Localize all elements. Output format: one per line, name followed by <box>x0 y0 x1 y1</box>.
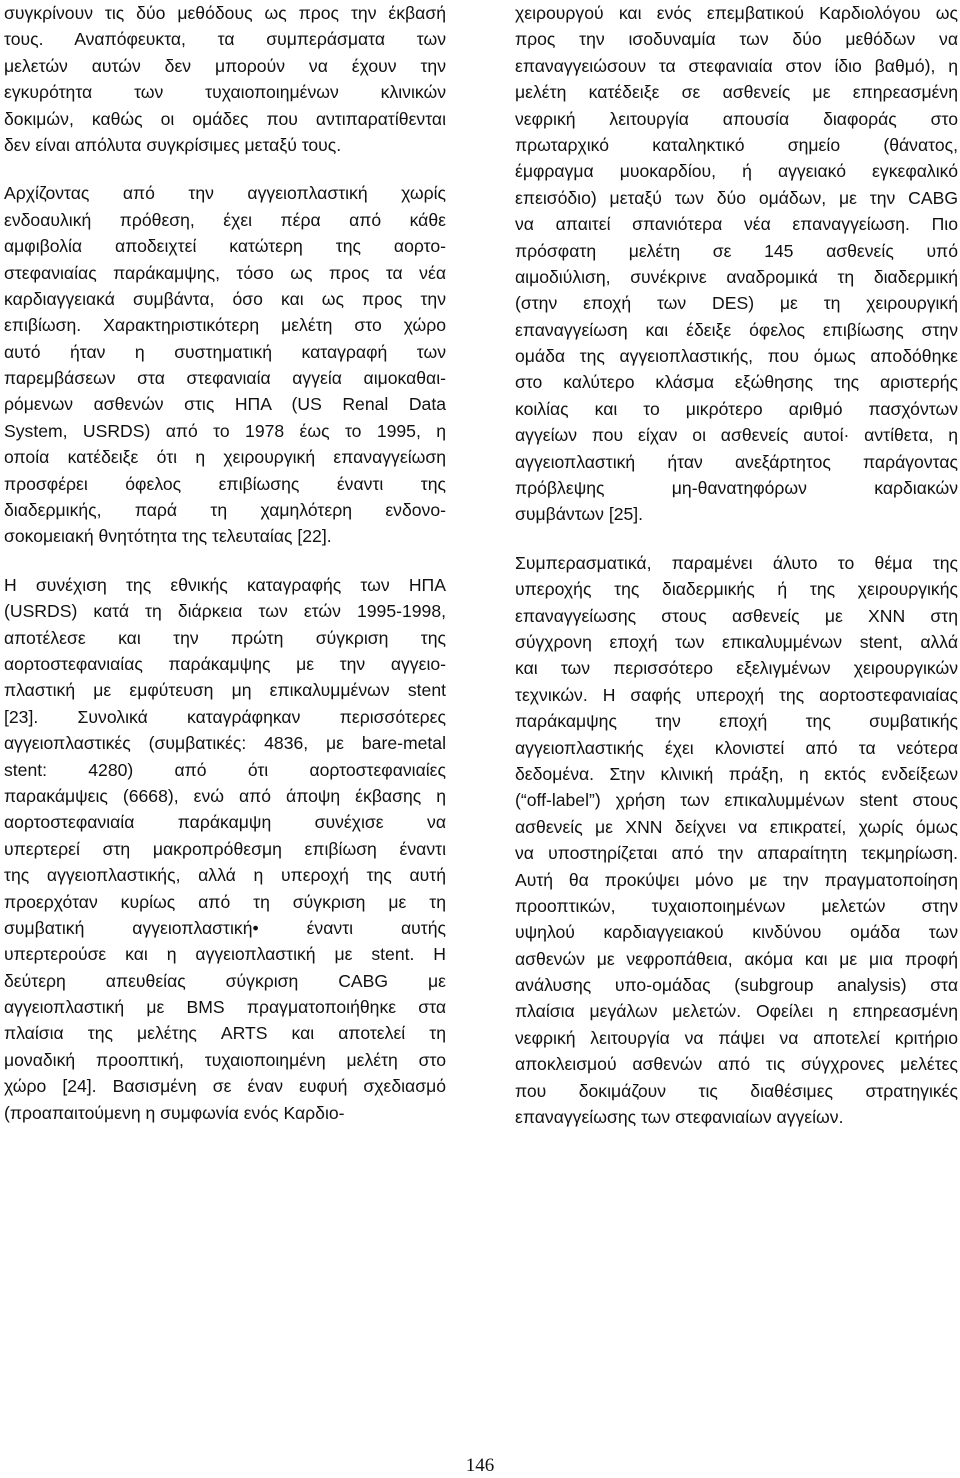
page-number: 146 <box>465 1455 495 1476</box>
text-line: (“off-label”) χρήση των επικαλυμμένων stent στους <box>515 790 958 811</box>
text-line: ενδοαυλική πρόθεση, έχει πέρα από κάθε <box>4 209 446 230</box>
text-line: επαναγγείωσης των στεφανιαίων αγγείων. <box>515 1107 844 1128</box>
text-line: υπερτερούσε και η αγγειοπλαστική με stent. Η <box>4 944 446 965</box>
text-line: δοκιμών, καθώς οι ομάδες που αντιπαρατίθενται <box>4 108 446 129</box>
text-line: τους. Αναπόφευκτα, τα συμπεράσματα των <box>4 29 446 50</box>
text-line: αορτοστεφανιαίας παράκαμψης με την αγγειο- <box>4 653 446 674</box>
text-line: συγκρίνουν τις δύο μεθόδους ως προς την έκβασή <box>4 3 446 23</box>
text-line: επεισόδιο) μεταξύ των δύο ομάδων, με την CABG <box>515 187 958 208</box>
text-line: ρόμενων ασθενών στις ΗΠΑ (US Renal Data <box>4 394 446 415</box>
text-line: δεύτερη απευθείας σύγκριση CABG με <box>4 970 446 991</box>
paragraph <box>4 0 446 158</box>
text-line: νεφρική λειτουργία απουσία διαφοράς στο <box>515 108 958 129</box>
text-line: αποκλεισμού ασθενών από τις σύγχρονες μελέτες <box>515 1054 958 1075</box>
text-line: μοναδική προοπτική, τυχαιοποιημένη μελέτη στο <box>4 1049 446 1070</box>
text-line: σοκομειακή θνητότητα της τελευταίας [22]. <box>4 526 332 547</box>
left-column <box>4 0 446 1126</box>
text-line: αγγειοπλαστικής έχει κλονιστεί από τα νεότερα <box>515 737 958 758</box>
text-line: πλαίσια μεγάλων μελετών. Οφείλει η επηρεασμένη <box>515 1001 958 1022</box>
text-line: Αυτή θα προκύψει μόνο με την πραγματοποίηση <box>515 869 958 890</box>
text-line: μελετών αυτών δεν μπορούν να έχουν την <box>4 55 446 76</box>
text-line: της αγγειοπλαστικής, αλλά η υπεροχή της αυτή <box>4 865 446 886</box>
text-line: υπερτερεί στη μακροπρόθεσμη επιβίωση έναντι <box>4 838 446 859</box>
text-line: υψηλού καρδιαγγειακού κινδύνου ομάδα των <box>515 922 958 943</box>
text-line: Συμπερασματικά, παραμένει άλυτο το θέμα της <box>515 552 958 573</box>
text-line: αμφιβολία αποδειχτεί κατώτερη της αορτο- <box>4 236 446 257</box>
text-line: και των περισσότερο εξελιγμένων χειρουργικών <box>515 658 958 679</box>
paragraph-gap <box>4 550 446 572</box>
paragraph-gap <box>515 528 958 550</box>
text-line: εγκυρότητα των τυχαιοποιημένων κλινικών <box>4 82 446 103</box>
text-line: προσφέρει όφελος επιβίωσης έναντι της <box>4 473 446 494</box>
text-line: αποτέλεσε και την πρώτη σύγκριση της <box>4 627 446 648</box>
text-line: αυτό ήταν η συστηματική καταγραφή των <box>4 341 446 362</box>
text-line: παράκαμψης την εποχή της συμβατικής <box>515 711 958 732</box>
text-line: σύγχρονη εποχή των επικαλυμμένων stent, αλλά <box>515 631 958 652</box>
text-line: αγγείων που είχαν οι ασθενείς αυτοί· αντίθετα, η <box>515 425 958 446</box>
text-line: παρακάμψεις (6668), ενώ από άποψη έκβασης η <box>4 785 446 806</box>
text-line: χειρουργού και ενός επεμβατικού Καρδιολόγου ως <box>515 3 958 23</box>
text-line: επαναγγείωση και έδειξε όφελος επιβίωσης στην <box>515 319 958 340</box>
text-line: επιβίωση. Χαρακτηριστικότερη μελέτη στο χώρο <box>4 315 446 336</box>
text-line: αγγειοπλαστική ήταν ανεξάρτητος παράγοντας <box>515 451 958 472</box>
text-line: αγγειοπλαστική με BMS πραγματοποιήθηκε στα <box>4 997 446 1018</box>
text-line: stent: 4280) από ότι αορτοστεφανιαίες <box>4 759 446 780</box>
paragraph <box>515 0 958 528</box>
text-line: στεφανιαίας παράκαμψης, τόσο ως προς τα νέα <box>4 262 446 283</box>
text-line: [23]. Συνολικά καταγράφηκαν περισσότερες <box>4 706 446 727</box>
text-line: αορτοστεφανιαία παράκαμψη συνέχισε να <box>4 812 446 833</box>
text-line: δεδομένα. Στην κλινική πράξη, η εκτός ενδείξεων <box>515 763 958 784</box>
text-line: μελέτη κατέδειξε σε ασθενείς με επηρεασμένη <box>515 82 958 103</box>
text-line: να υποστηρίζεται από την απαραίτητη τεκμηρίωση. <box>515 843 958 864</box>
text-line: πρωταρχικό καταληκτικό σημείο (θάνατος, <box>515 134 958 155</box>
text-line: (προαπαιτούμενη η συμφωνία ενός Καρδιο- <box>4 1102 345 1123</box>
text-line: προοπτικών, τυχαιοποιημένων μελετών στην <box>515 895 958 916</box>
text-line: προερχόταν κυρίως από τη σύγκριση με τη <box>4 891 446 912</box>
paragraph <box>515 550 958 1131</box>
text-line: ασθενών με νεφροπάθεια, ακόμα και με μια προφή <box>515 948 958 969</box>
text-line: κοιλίας και το μικρότερο αριθμό πασχόντων <box>515 398 958 419</box>
text-line: χώρο [24]. Βασισμένη σε έναν ευφυή σχεδιασμό <box>4 1076 446 1097</box>
text-line: ασθενείς με ΧΝΝ δείχνει να επικρατεί, χωρίς όμως <box>515 816 958 837</box>
text-line: συμβατική αγγειοπλαστική• έναντι αυτής <box>4 917 446 938</box>
right-column <box>515 0 958 1130</box>
text-line: προς την ισοδυναμία των δύο μεθόδων να <box>515 29 958 50</box>
text-line: επαναγγειώσουν τα στεφανιαία στον ίδιο βαθμό), η <box>515 55 958 76</box>
text-line: που δοκιμάζουν τις διαθέσιμες στρατηγικές <box>515 1080 958 1101</box>
text-line: δεν είναι απόλυτα συγκρίσιμες μεταξύ τους. <box>4 134 342 155</box>
text-line: νεφρική λειτουργία να πάψει να αποτελεί κριτήριο <box>515 1027 958 1048</box>
text-line: υπεροχής της διαδερμικής ή της χειρουργικής <box>515 579 958 600</box>
text-line: αιμοδιύλιση, συνέκρινε αναδρομικά τη διαδερμική <box>515 266 958 287</box>
text-line: πλαίσια της μελέτης ARTS και αποτελεί τη <box>4 1023 446 1044</box>
text-line: καρδιαγγειακά συμβάντα, όσο και ως προς την <box>4 288 446 309</box>
text-line: πρόβλεψης μη-θανατηφόρων καρδιακών <box>515 478 958 499</box>
text-line: στο καλύτερο κλάσμα εξώθησης της αριστερής <box>515 372 958 393</box>
text-line: ομάδα της αγγειοπλαστικής, που όμως αποδόθηκε <box>515 346 958 367</box>
text-line: πρόσφατη μελέτη σε 145 ασθενείς υπό <box>515 240 958 261</box>
text-line: πλαστική με εμφύτευση μη επικαλυμμένων stent <box>4 680 446 701</box>
text-line: Αρχίζοντας από την αγγειοπλαστική χωρίς <box>4 183 446 204</box>
text-line: αγγειοπλαστικές (συμβατικές: 4836, με bare-metal <box>4 733 446 754</box>
text-line: οποία κατέδειξε ότι η χειρουργική επαναγγείωση <box>4 447 446 468</box>
text-line: επαναγγείωσης στους ασθενείς με ΧΝΝ στη <box>515 605 958 626</box>
paragraph-gap <box>4 158 446 180</box>
text-line: παρεμβάσεων στα στεφανιαία αγγεία αιμοκαθαι- <box>4 368 446 389</box>
text-line: (USRDS) κατά τη διάρκεια των ετών 1995-1998, <box>4 601 446 622</box>
text-line: (στην εποχή των DES) με τη χειρουργική <box>515 293 958 314</box>
text-line: System, USRDS) από το 1978 έως το 1995, η <box>4 420 446 441</box>
text-line: συμβάντων [25]. <box>515 504 644 525</box>
text-line: να απαιτεί σπανιότερα νέα επαναγγείωση. Πιο <box>515 214 958 235</box>
text-line: ανάλυσης υπο-ομάδας (subgroup analysis) στα <box>515 975 958 996</box>
text-line: τεχνικών. Η σαφής υπεροχή της αορτοστεφανιαίας <box>515 684 958 705</box>
paragraph <box>4 572 446 1126</box>
text-line: διαδερμικής, παρά τη χαμηλότερη ενδονο- <box>4 500 446 521</box>
text-line: Η συνέχιση της εθνικής καταγραφής των ΗΠΑ <box>4 574 446 595</box>
text-line: έμφραγμα μυοκαρδίου, ή αγγειακό εγκεφαλικό <box>515 161 958 182</box>
paragraph <box>4 180 446 549</box>
